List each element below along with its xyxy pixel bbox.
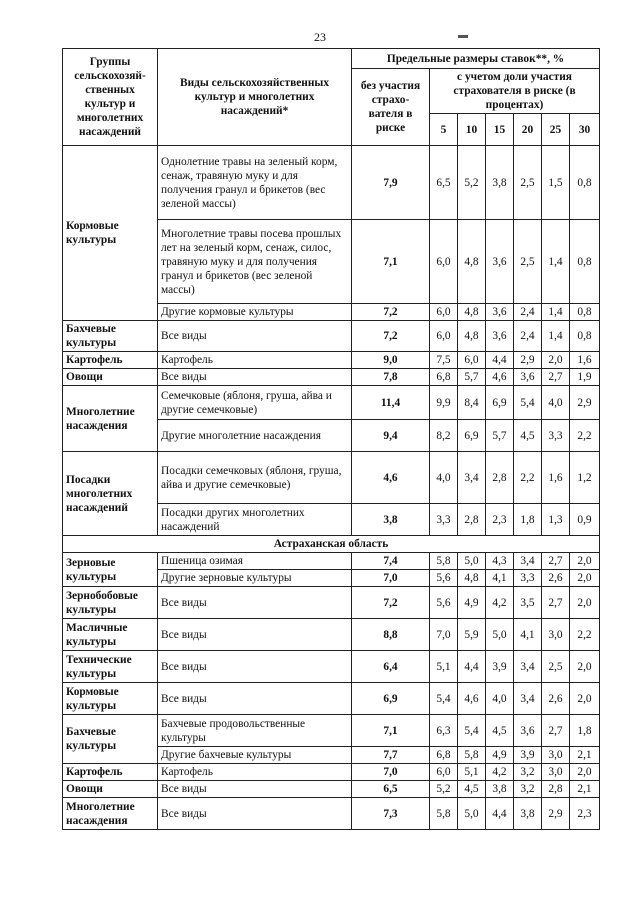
share-rate: 3,0 bbox=[542, 619, 570, 651]
crop-kind: Картофель bbox=[158, 764, 352, 781]
share-rate: 6,8 bbox=[430, 747, 458, 764]
crop-kind: Посадки других многолетних насаждений bbox=[158, 504, 352, 536]
share-rate: 4,8 bbox=[458, 321, 486, 352]
crop-group: Картофель bbox=[63, 352, 158, 369]
crop-kind: Картофель bbox=[158, 352, 352, 369]
share-rate: 5,8 bbox=[430, 798, 458, 830]
crop-kind: Все виды bbox=[158, 683, 352, 715]
base-rate: 11,4 bbox=[352, 386, 430, 420]
table-row bbox=[63, 619, 600, 651]
table-row bbox=[63, 352, 600, 369]
crop-group: Посадки многолетних насаждений bbox=[63, 452, 158, 536]
crop-group: Овощи bbox=[63, 781, 158, 798]
base-rate: 7,2 bbox=[352, 304, 430, 321]
base-rate: 6,5 bbox=[352, 781, 430, 798]
table-header bbox=[63, 49, 600, 146]
share-rate: 5,4 bbox=[430, 683, 458, 715]
crop-group: Многолетние насаждения bbox=[63, 386, 158, 452]
share-rate: 4,2 bbox=[486, 587, 514, 619]
share-rate: 2,9 bbox=[514, 352, 542, 369]
share-rate: 3,8 bbox=[486, 781, 514, 798]
crop-kind: Все виды bbox=[158, 321, 352, 352]
share-rate: 1,4 bbox=[542, 304, 570, 321]
share-rate: 0,8 bbox=[570, 146, 600, 220]
share-rate: 2,5 bbox=[514, 146, 542, 220]
share-rate: 5,6 bbox=[430, 570, 458, 587]
share-rate: 5,9 bbox=[458, 619, 486, 651]
share-rate: 4,1 bbox=[514, 619, 542, 651]
crop-kind: Все виды bbox=[158, 619, 352, 651]
crop-kind: Все виды bbox=[158, 369, 352, 386]
share-rate: 5,2 bbox=[430, 781, 458, 798]
share-rate: 2,8 bbox=[542, 781, 570, 798]
share-rate: 6,5 bbox=[430, 146, 458, 220]
crop-kind: Другие многолетние насаждения bbox=[158, 420, 352, 452]
share-rate: 4,8 bbox=[458, 220, 486, 304]
share-rate: 1,6 bbox=[570, 352, 600, 369]
table-row bbox=[63, 781, 600, 798]
base-rate: 6,9 bbox=[352, 683, 430, 715]
share-rate: 4,6 bbox=[458, 683, 486, 715]
share-rate: 3,6 bbox=[486, 304, 514, 321]
share-rate: 2,0 bbox=[570, 587, 600, 619]
table-row bbox=[63, 386, 600, 420]
share-rate: 6,0 bbox=[430, 304, 458, 321]
share-rate: 2,9 bbox=[570, 386, 600, 420]
base-rate: 9,0 bbox=[352, 352, 430, 369]
header-base: без участия страхо-вателя в риске bbox=[352, 69, 430, 146]
share-rate: 1,5 bbox=[542, 146, 570, 220]
share-rate: 5,7 bbox=[486, 420, 514, 452]
crop-group: Бахчевые культуры bbox=[63, 321, 158, 352]
table-row bbox=[63, 587, 600, 619]
share-rate: 1,9 bbox=[570, 369, 600, 386]
table-row bbox=[63, 798, 600, 830]
base-rate: 6,4 bbox=[352, 651, 430, 683]
share-rate: 2,1 bbox=[570, 747, 600, 764]
share-rate: 1,6 bbox=[542, 452, 570, 504]
share-rate: 4,5 bbox=[486, 715, 514, 747]
share-rate: 0,8 bbox=[570, 321, 600, 352]
crop-kind: Бахчевые продовольственные культуры bbox=[158, 715, 352, 747]
share-30: 30 bbox=[570, 114, 600, 146]
page-number: 23 bbox=[314, 30, 326, 44]
share-rate: 2,7 bbox=[542, 369, 570, 386]
share-rate: 2,6 bbox=[542, 683, 570, 715]
share-rate: 2,6 bbox=[542, 570, 570, 587]
header-kinds: Виды сельскохозяйственных культур и многолетних насаждений* bbox=[158, 49, 352, 146]
share-rate: 4,6 bbox=[486, 369, 514, 386]
share-rate: 5,1 bbox=[458, 764, 486, 781]
header-groups: Группы сельскохозяй-ственных культур и многолетних насаждений bbox=[63, 49, 158, 146]
table-row bbox=[63, 321, 600, 352]
crop-group: Картофель bbox=[63, 764, 158, 781]
share-rate: 3,8 bbox=[514, 798, 542, 830]
crop-group: Овощи bbox=[63, 369, 158, 386]
share-rate: 5,6 bbox=[430, 587, 458, 619]
share-rate: 2,0 bbox=[542, 352, 570, 369]
share-rate: 2,4 bbox=[514, 304, 542, 321]
scan-mark: ▬ bbox=[458, 30, 468, 41]
share-rate: 6,9 bbox=[458, 420, 486, 452]
share-rate: 2,7 bbox=[542, 553, 570, 570]
share-rate: 0,8 bbox=[570, 304, 600, 321]
share-rate: 3,3 bbox=[514, 570, 542, 587]
share-rate: 4,4 bbox=[458, 651, 486, 683]
crop-group: Бахчевые культуры bbox=[63, 715, 158, 764]
base-rate: 7,0 bbox=[352, 570, 430, 587]
share-10: 10 bbox=[458, 114, 486, 146]
share-rate: 2,1 bbox=[570, 781, 600, 798]
share-rate: 6,9 bbox=[486, 386, 514, 420]
base-rate: 7,7 bbox=[352, 747, 430, 764]
share-rate: 9,9 bbox=[430, 386, 458, 420]
share-rate: 3,4 bbox=[514, 683, 542, 715]
base-rate: 7,1 bbox=[352, 715, 430, 747]
table-row bbox=[63, 651, 600, 683]
crop-kind: Посадки семечковых (яблоня, груша, айва и другие семечковые) bbox=[158, 452, 352, 504]
share-rate: 1,4 bbox=[542, 321, 570, 352]
share-rate: 1,3 bbox=[542, 504, 570, 536]
share-rate: 2,0 bbox=[570, 764, 600, 781]
share-rate: 2,3 bbox=[486, 504, 514, 536]
share-rate: 4,2 bbox=[486, 764, 514, 781]
rates-table bbox=[62, 48, 600, 830]
share-rate: 4,4 bbox=[486, 798, 514, 830]
share-rate: 2,8 bbox=[458, 504, 486, 536]
header-share: с учетом доли участия страхователя в риске (в процентах) bbox=[430, 69, 600, 114]
share-rate: 2,7 bbox=[542, 587, 570, 619]
base-rate: 7,3 bbox=[352, 798, 430, 830]
share-rate: 3,4 bbox=[514, 651, 542, 683]
share-rate: 3,5 bbox=[514, 587, 542, 619]
share-rate: 1,2 bbox=[570, 452, 600, 504]
share-rate: 2,5 bbox=[542, 651, 570, 683]
base-rate: 4,6 bbox=[352, 452, 430, 504]
share-rate: 3,6 bbox=[486, 220, 514, 304]
crop-kind: Все виды bbox=[158, 587, 352, 619]
crop-group: Зернобобовые культуры bbox=[63, 587, 158, 619]
share-rate: 4,0 bbox=[542, 386, 570, 420]
share-rate: 8,4 bbox=[458, 386, 486, 420]
share-rate: 4,4 bbox=[486, 352, 514, 369]
share-rate: 4,0 bbox=[430, 452, 458, 504]
share-rate: 3,6 bbox=[514, 715, 542, 747]
share-rate: 2,4 bbox=[514, 321, 542, 352]
share-rate: 3,2 bbox=[514, 764, 542, 781]
crop-kind: Другие кормовые культуры bbox=[158, 304, 352, 321]
share-rate: 2,2 bbox=[570, 619, 600, 651]
crop-group: Масличные культуры bbox=[63, 619, 158, 651]
share-rate: 2,0 bbox=[570, 553, 600, 570]
share-rate: 2,5 bbox=[514, 220, 542, 304]
share-rate: 2,2 bbox=[514, 452, 542, 504]
share-rate: 2,2 bbox=[570, 420, 600, 452]
crop-kind: Другие бахчевые культуры bbox=[158, 747, 352, 764]
share-rate: 5,0 bbox=[486, 619, 514, 651]
base-rate: 7,1 bbox=[352, 220, 430, 304]
crop-kind: Все виды bbox=[158, 651, 352, 683]
share-rate: 5,7 bbox=[458, 369, 486, 386]
table-row bbox=[63, 683, 600, 715]
table-row bbox=[63, 553, 600, 570]
share-rate: 6,0 bbox=[430, 764, 458, 781]
share-rate: 3,9 bbox=[486, 651, 514, 683]
share-rate: 3,4 bbox=[514, 553, 542, 570]
share-rate: 2,0 bbox=[570, 683, 600, 715]
share-rate: 1,4 bbox=[542, 220, 570, 304]
crop-kind: Другие зерновые культуры bbox=[158, 570, 352, 587]
share-rate: 5,8 bbox=[458, 747, 486, 764]
crop-group: Технические культуры bbox=[63, 651, 158, 683]
share-rate: 2,0 bbox=[570, 651, 600, 683]
share-rate: 5,4 bbox=[514, 386, 542, 420]
share-rate: 1,8 bbox=[514, 504, 542, 536]
share-rate: 4,9 bbox=[458, 587, 486, 619]
crop-group: Многолетние насаждения bbox=[63, 798, 158, 830]
share-rate: 5,1 bbox=[430, 651, 458, 683]
share-rate: 3,4 bbox=[458, 452, 486, 504]
share-rate: 3,3 bbox=[542, 420, 570, 452]
header-limits: Предельные размеры ставок**, % bbox=[352, 49, 600, 69]
share-rate: 4,1 bbox=[486, 570, 514, 587]
share-rate: 7,5 bbox=[430, 352, 458, 369]
share-rate: 6,0 bbox=[458, 352, 486, 369]
base-rate: 7,0 bbox=[352, 764, 430, 781]
share-rate: 4,9 bbox=[486, 747, 514, 764]
base-rate: 8,8 bbox=[352, 619, 430, 651]
share-rate: 6,0 bbox=[430, 321, 458, 352]
crop-group: Зерновые культуры bbox=[63, 553, 158, 587]
share-rate: 3,6 bbox=[514, 369, 542, 386]
share-rate: 4,5 bbox=[514, 420, 542, 452]
share-rate: 3,9 bbox=[514, 747, 542, 764]
share-rate: 3,2 bbox=[514, 781, 542, 798]
base-rate: 7,8 bbox=[352, 369, 430, 386]
base-rate: 7,2 bbox=[352, 321, 430, 352]
share-5: 5 bbox=[430, 114, 458, 146]
share-rate: 6,3 bbox=[430, 715, 458, 747]
share-rate: 4,5 bbox=[458, 781, 486, 798]
table-row bbox=[63, 715, 600, 747]
share-rate: 2,0 bbox=[570, 570, 600, 587]
base-rate: 7,9 bbox=[352, 146, 430, 220]
share-15: 15 bbox=[486, 114, 514, 146]
share-rate: 3,6 bbox=[486, 321, 514, 352]
crop-kind: Пшеница озимая bbox=[158, 553, 352, 570]
share-rate: 7,0 bbox=[430, 619, 458, 651]
share-rate: 5,8 bbox=[430, 553, 458, 570]
crop-group: Кормовые культуры bbox=[63, 146, 158, 321]
share-rate: 5,4 bbox=[458, 715, 486, 747]
share-rate: 2,3 bbox=[570, 798, 600, 830]
crop-kind: Все виды bbox=[158, 798, 352, 830]
share-20: 20 bbox=[514, 114, 542, 146]
share-rate: 4,3 bbox=[486, 553, 514, 570]
share-rate: 5,2 bbox=[458, 146, 486, 220]
region-row bbox=[63, 536, 600, 553]
base-rate: 9,4 bbox=[352, 420, 430, 452]
share-rate: 2,8 bbox=[486, 452, 514, 504]
share-rate: 3,0 bbox=[542, 747, 570, 764]
share-rate: 3,0 bbox=[542, 764, 570, 781]
share-rate: 5,0 bbox=[458, 553, 486, 570]
table-row bbox=[63, 764, 600, 781]
share-rate: 0,9 bbox=[570, 504, 600, 536]
table-body bbox=[63, 146, 600, 830]
base-rate: 7,2 bbox=[352, 587, 430, 619]
crop-kind: Все виды bbox=[158, 781, 352, 798]
share-rate: 2,7 bbox=[542, 715, 570, 747]
share-rate: 3,3 bbox=[430, 504, 458, 536]
crop-kind: Семечковые (яблоня, груша, айва и другие семечковые) bbox=[158, 386, 352, 420]
share-rate: 0,8 bbox=[570, 220, 600, 304]
table-row bbox=[63, 369, 600, 386]
base-rate: 3,8 bbox=[352, 504, 430, 536]
share-rate: 8,2 bbox=[430, 420, 458, 452]
share-rate: 1,8 bbox=[570, 715, 600, 747]
share-rate: 4,8 bbox=[458, 570, 486, 587]
share-rate: 2,9 bbox=[542, 798, 570, 830]
share-rate: 5,0 bbox=[458, 798, 486, 830]
crop-kind: Однолетние травы на зеленый корм, сенаж, травяную муку и для получения гранул и брикетов (вес зеленой массы) bbox=[158, 146, 352, 220]
crop-group: Кормовые культуры bbox=[63, 683, 158, 715]
base-rate: 7,4 bbox=[352, 553, 430, 570]
table-row bbox=[63, 146, 600, 220]
region-title: Астраханская область bbox=[63, 536, 600, 553]
table-row bbox=[63, 452, 600, 504]
share-25: 25 bbox=[542, 114, 570, 146]
crop-kind: Многолетние травы посева прошлых лет на зеленый корм, сенаж, силос, травяную муку и для получения гранул и брикетов (вес зеленой массы) bbox=[158, 220, 352, 304]
share-rate: 6,8 bbox=[430, 369, 458, 386]
share-rate: 6,0 bbox=[430, 220, 458, 304]
share-rate: 3,8 bbox=[486, 146, 514, 220]
share-rate: 4,8 bbox=[458, 304, 486, 321]
share-rate: 4,0 bbox=[486, 683, 514, 715]
